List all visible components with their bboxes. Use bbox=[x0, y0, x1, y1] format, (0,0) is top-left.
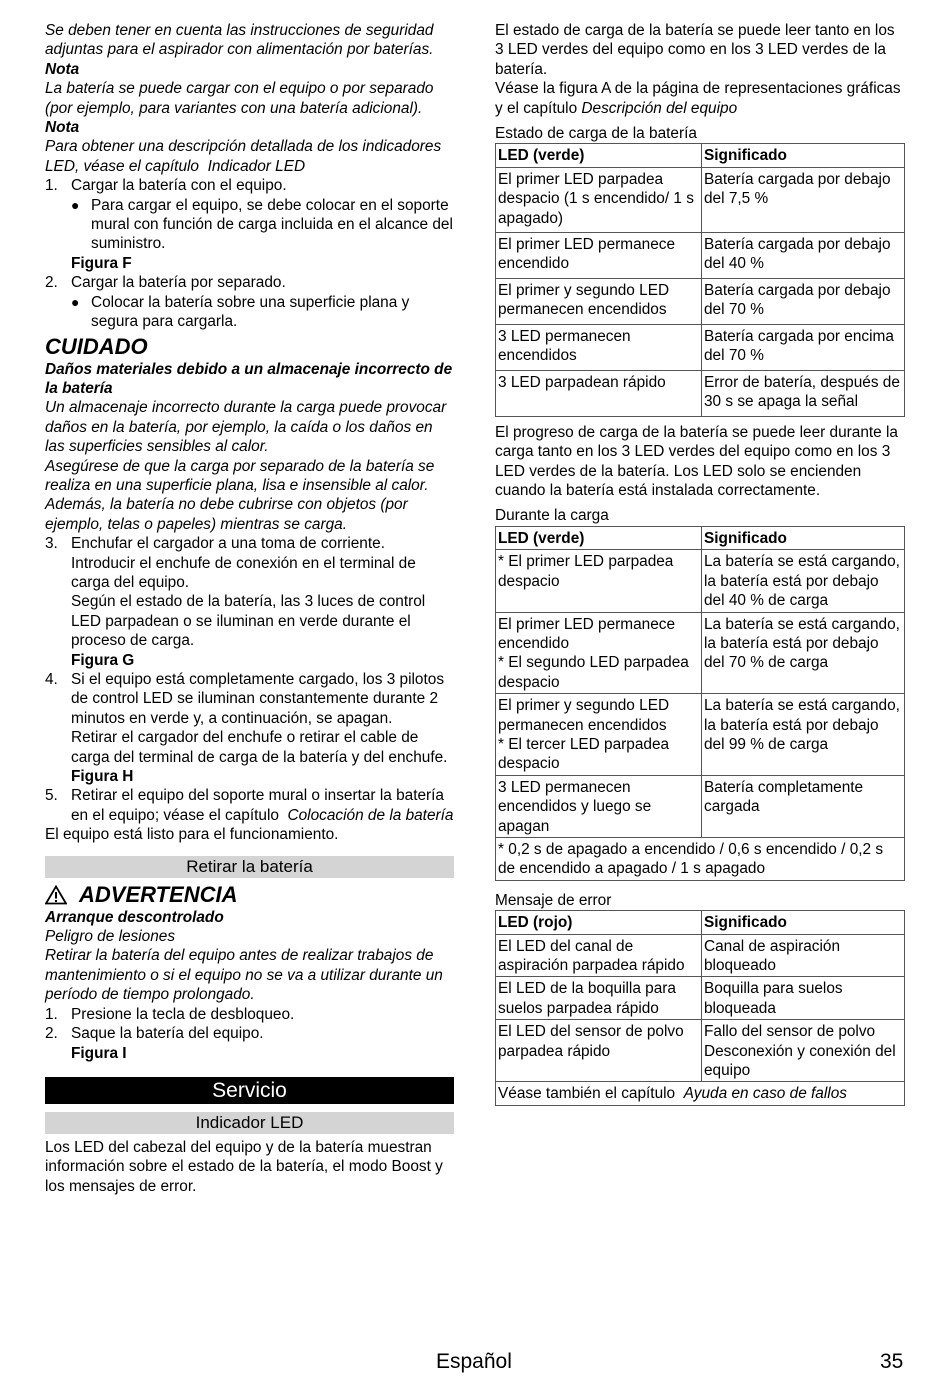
table-row bbox=[496, 977, 905, 1020]
table-cell: Canal de aspiración bloqueado bbox=[702, 934, 905, 977]
remove-step-1: 1. Presione la tecla de desbloqueo. bbox=[45, 1005, 295, 1023]
table-header-row bbox=[496, 526, 905, 549]
table-cell: Fallo del sensor de polvo Desconexión y conexión del equipo bbox=[702, 1020, 905, 1082]
table-cell: Batería cargada por debajo del 70 % bbox=[702, 278, 905, 324]
table-header-cell: LED (rojo) bbox=[496, 911, 702, 934]
charging-table bbox=[495, 526, 905, 881]
figure-ref: Figura G bbox=[71, 651, 135, 669]
table-cell: Error de batería, después de 30 s se apaga la señal bbox=[702, 370, 905, 416]
page-number: 35 bbox=[880, 1350, 904, 1373]
table-cell: La batería se está cargando, la batería está por debajo del 99 % de carga bbox=[702, 694, 905, 776]
table-row bbox=[496, 1020, 905, 1082]
step-text: Según el estado de la batería, las 3 luces de control LED parpadean o se iluminan en verde durante el proceso de carga. bbox=[71, 593, 426, 650]
table-row bbox=[496, 324, 905, 370]
table-cell: Batería completamente cargada bbox=[702, 775, 905, 837]
step-5: 5. Retirar el equipo del soporte mural o insertar la batería en el equipo; véase el capítulo Colocación de la batería bbox=[45, 787, 454, 824]
table-cell: La batería se está cargando, la batería está por debajo del 40 % de carga bbox=[702, 550, 905, 612]
table-cell: El LED de la boquilla para suelos parpadea rápido bbox=[496, 977, 702, 1020]
warning-text: Peligro de lesiones bbox=[45, 928, 176, 946]
table-row bbox=[496, 550, 905, 612]
table-cell: Batería cargada por encima del 70 % bbox=[702, 324, 905, 370]
step-3: 3. Enchufar el cargador a una toma de corriente. bbox=[45, 535, 385, 553]
table-row bbox=[496, 167, 905, 232]
table-row bbox=[496, 278, 905, 324]
step-2: 2. Cargar la batería por separado. bbox=[45, 274, 286, 292]
table-cell: El primer LED permanece encendido * El segundo LED parpadea despacio bbox=[496, 612, 702, 694]
warning-title: ADVERTENCIA bbox=[45, 882, 454, 908]
chapter-ref: Descripción del equipo bbox=[581, 99, 738, 117]
bullet-dot-icon: ● bbox=[71, 196, 80, 213]
section-heading-indicador: Indicador LED bbox=[45, 1112, 454, 1134]
chapter-ref: Ayuda en caso de fallos bbox=[683, 1085, 847, 1103]
chapter-ref: Indicador LED bbox=[207, 157, 306, 175]
bullet-item: ● Colocar la batería sobre una superficie plana y segura para cargarla. bbox=[71, 293, 410, 331]
table-row bbox=[496, 232, 905, 278]
caution-subtitle: Daños materiales debido a un almacenaje incorrecto de la batería bbox=[45, 360, 453, 397]
table-caption: Durante la carga bbox=[495, 507, 609, 525]
table-cell: El primer LED permanece encendido bbox=[496, 232, 702, 278]
table-row bbox=[496, 775, 905, 837]
table-cell: La batería se está cargando, la batería está por debajo del 70 % de carga bbox=[702, 612, 905, 694]
note-text: Para obtener una descripción detallada de los indicadores LED, véase el capítulo Indicador LED bbox=[45, 138, 442, 175]
indicador-text: Los LED del cabezal del equipo y de la batería muestran información sobre el estado de la batería, el modo Boost y los mensajes de error. bbox=[45, 1138, 443, 1195]
error-table bbox=[495, 910, 905, 1106]
step-text: Retirar el cargador del enchufe o retirar el cable de carga del terminal de carga de la batería y del enchufe. bbox=[71, 729, 448, 766]
table-caption: Mensaje de error bbox=[495, 891, 612, 909]
note-text: La batería se puede cargar con el equipo o por separado (por ejemplo, para variantes con una batería adicional). bbox=[45, 80, 434, 117]
step-4: 4. Si el equipo está completamente cargado, los 3 pilotos de control LED se iluminan constantemente durante 2 minutos en verde y, a continuación, se apagan. bbox=[45, 671, 445, 727]
table-caption: Estado de carga de la batería bbox=[495, 125, 697, 143]
remove-step-2: 2. Saque la batería del equipo. bbox=[45, 1025, 264, 1043]
table-footnote: Véase también el capítulo Ayuda en caso de fallos bbox=[496, 1082, 905, 1105]
table-cell: El LED del sensor de polvo parpadea rápido bbox=[496, 1020, 702, 1082]
table-cell: * El primer LED parpadea despacio bbox=[496, 550, 702, 612]
note-label: Nota bbox=[45, 60, 80, 78]
section-heading-retirar: Retirar la batería bbox=[45, 856, 454, 878]
table-cell: 3 LED permanecen encendidos bbox=[496, 324, 702, 370]
footer-language: Español bbox=[436, 1350, 512, 1373]
table-cell: 3 LED parpadean rápido bbox=[496, 370, 702, 416]
table-header-row bbox=[496, 144, 905, 167]
figure-ref: Figura F bbox=[71, 254, 132, 272]
intro-text: Se deben tener en cuenta las instrucciones de seguridad adjuntas para el aspirador con alimentación por baterías. bbox=[45, 22, 434, 59]
warning-triangle-icon bbox=[45, 885, 67, 905]
section-heading-servicio: Servicio bbox=[45, 1077, 454, 1104]
caution-title: CUIDADO bbox=[45, 333, 148, 359]
charge-state-text: El estado de carga de la batería se puede leer tanto en los 3 LED verdes del equipo como en los 3 LED verdes de la batería. bbox=[495, 22, 895, 78]
table-cell: 3 LED permanecen encendidos y luego se apagan bbox=[496, 775, 702, 837]
table-row bbox=[496, 612, 905, 694]
charge-progress-text: El progreso de carga de la batería se puede leer durante la carga tanto en los 3 LED verdes del equipo como en los 3 LED verdes de la batería. Los LED solo se encienden cuando la batería está instalada correctamente. bbox=[495, 423, 898, 500]
table-cell: Batería cargada por debajo del 40 % bbox=[702, 232, 905, 278]
table-footnote-row bbox=[496, 1082, 905, 1105]
table-cell: El primer y segundo LED permanecen encendidos * El tercer LED parpadea despacio bbox=[496, 694, 702, 776]
caution-text: Además, la batería no debe cubrirse con objetos (por ejemplo, telas o papeles) mientras se carga. bbox=[45, 496, 408, 533]
table-cell: El primer LED parpadea despacio (1 s encendido/ 1 s apagado) bbox=[496, 167, 702, 232]
bullet-item: ● Para cargar el equipo, se debe colocar en el soporte mural con función de carga incluida en el alcance del suministro. bbox=[71, 196, 453, 253]
table-footnote-row bbox=[496, 837, 905, 880]
bullet-dot-icon: ● bbox=[71, 293, 80, 310]
right-column bbox=[495, 21, 905, 1106]
step-1: 1. Cargar la batería con el equipo. bbox=[45, 177, 287, 195]
warning-subtitle: Arranque descontrolado bbox=[45, 908, 224, 926]
table-footnote: * 0,2 s de apagado a encendido / 0,6 s encendido / 0,2 s de encendido a apagado / 1 s apagado bbox=[496, 837, 905, 880]
step-text: Introducir el enchufe de conexión en el terminal de carga del equipo. bbox=[71, 554, 416, 591]
table-header-cell: LED (verde) bbox=[496, 526, 702, 549]
table-cell: Batería cargada por debajo del 7,5 % bbox=[702, 167, 905, 232]
table-cell: Boquilla para suelos bloqueada bbox=[702, 977, 905, 1020]
note-label: Nota bbox=[45, 119, 80, 137]
table-header-cell: Significado bbox=[702, 911, 905, 934]
figure-ref: Figura I bbox=[71, 1044, 127, 1062]
table-header-row bbox=[496, 911, 905, 934]
charge-state-table bbox=[495, 143, 905, 416]
caution-text: Asegúrese de que la carga por separado de la batería se realiza en una superficie plana, lisa e insensible al calor. bbox=[45, 457, 435, 494]
table-row bbox=[496, 694, 905, 776]
ready-text: El equipo está listo para el funcionamiento. bbox=[45, 826, 339, 844]
figure-ref: Figura H bbox=[71, 768, 134, 786]
chapter-ref: Colocación de la batería bbox=[287, 806, 454, 824]
table-cell: El primer y segundo LED permanecen encendidos bbox=[496, 278, 702, 324]
table-header-cell: LED (verde) bbox=[496, 144, 702, 167]
warning-text: Retirar la batería del equipo antes de realizar trabajos de mantenimiento o si el equipo no se va a utilizar durante un período de tiempo prolongado. bbox=[45, 947, 443, 1004]
table-header-cell: Significado bbox=[702, 144, 905, 167]
table-row bbox=[496, 370, 905, 416]
table-cell: El LED del canal de aspiración parpadea rápido bbox=[496, 934, 702, 977]
table-row bbox=[496, 934, 905, 977]
left-column bbox=[45, 21, 454, 1196]
table-header-cell: Significado bbox=[702, 526, 905, 549]
caution-text: Un almacenaje incorrecto durante la carga puede provocar daños en la batería, por ejemplo, la caída o los daños en las superficies sensibles al calor. bbox=[45, 399, 447, 456]
figure-ref-text: Véase la figura A de la página de representaciones gráficas y el capítulo Descripción del equipo bbox=[495, 80, 901, 117]
